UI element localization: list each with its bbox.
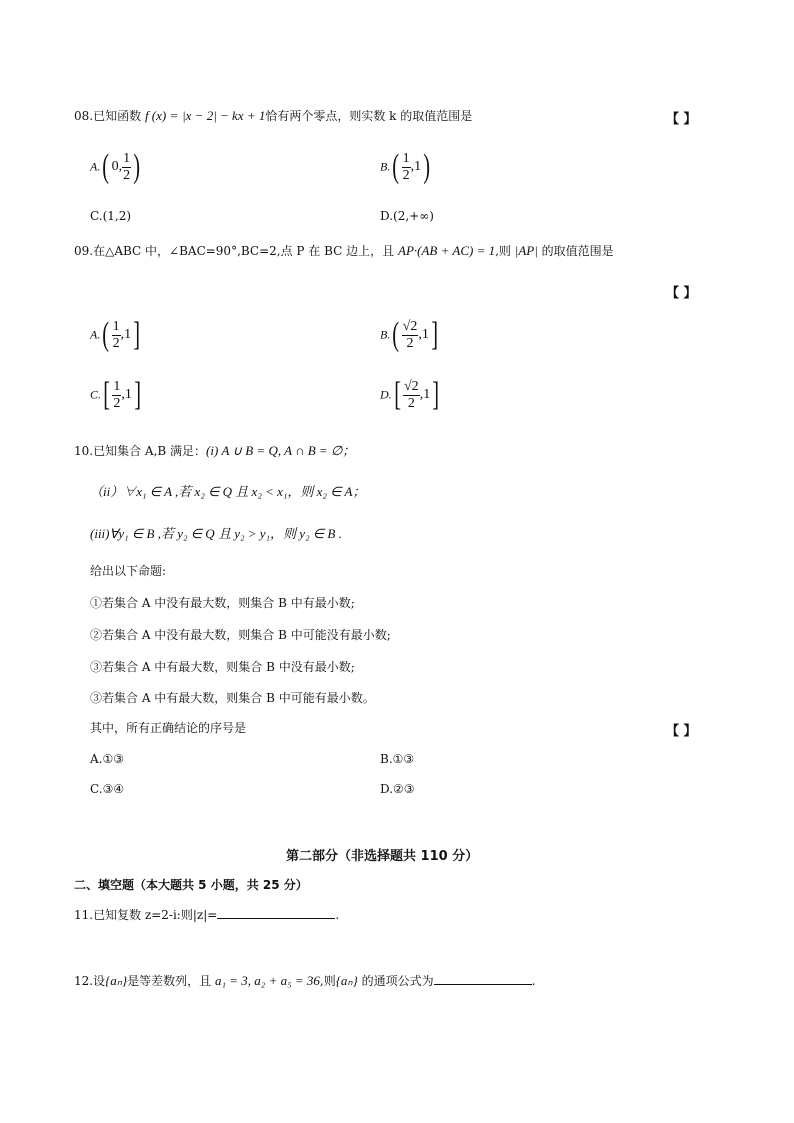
proposition-3: ③若集合 A 中有最大数，则集合 B 中没有最小数; <box>90 660 355 674</box>
option-label: D. <box>380 387 392 402</box>
option-label: A. <box>90 159 101 174</box>
option-right-value: ,1 <box>418 327 429 342</box>
section-fill-in-title: 二、填空题（本大题共 5 小题，共 25 分） <box>74 878 308 892</box>
answer-bracket: 【 】 <box>666 724 697 739</box>
denominator: 2 <box>112 335 120 351</box>
option-b <box>380 318 440 352</box>
question-tail: 恰有两个零点，则实数 k 的取值范围是 <box>265 109 473 123</box>
denominator: 2 <box>113 395 121 411</box>
question-number: 10. <box>74 444 94 458</box>
sequence-condition: a₁ = 3, a₂ + a₅ = 36 <box>215 973 320 988</box>
question-09 <box>74 243 614 259</box>
question-12 <box>74 972 535 989</box>
open-bracket: [ <box>103 376 111 413</box>
proposition-4: ③若集合 A 中有最大数，则集合 B 中可能有最小数。 <box>90 691 375 705</box>
option-right-value: ,1 <box>419 387 431 402</box>
question-number: 09. <box>74 244 94 258</box>
numerator: 1 <box>123 150 131 166</box>
close-bracket: ] <box>432 376 440 413</box>
question-stem: 在△ABC 中，∠BAC=90°,BC=2,点 P 在 BC 边上，且 <box>93 244 395 258</box>
question-tail-pre: ,则 <box>495 244 511 258</box>
question-text: 11.已知复数 z=2-i:则|z|= <box>74 908 218 922</box>
option-a: A.①③ <box>90 752 124 766</box>
option-c: C.(1,2) <box>90 209 132 223</box>
option-label: B. <box>380 327 391 342</box>
numerator: 1 <box>402 150 410 166</box>
option-c <box>90 378 143 412</box>
condition-iii: (iii)∀y₁ ∈ B ,若 y₂ ∈ Q 且 y₂ > y₁，则 y₂ ∈ B . <box>90 526 342 541</box>
option-label: B. <box>380 159 391 174</box>
fraction <box>112 319 121 352</box>
open-paren: ( <box>392 148 400 185</box>
sequence-symbol-2: {aₙ} <box>335 973 358 988</box>
open-paren: ( <box>102 316 110 353</box>
denominator: 2 <box>406 335 414 351</box>
question-11 <box>74 906 339 923</box>
question-mid: 是等差数列，且 <box>127 974 212 988</box>
function-rhs: |x − 2| − kx + 1 <box>182 108 266 123</box>
open-paren: ( <box>102 148 110 185</box>
close-bracket: ] <box>431 316 438 353</box>
answer-bracket: 【 】 <box>666 112 697 127</box>
proposition-2: ②若集合 A 中没有最大数，则集合 B 中可能没有最小数; <box>90 628 391 642</box>
condition-i: (i) A ∪ B = Q, A ∩ B = ∅； <box>206 443 356 458</box>
option-b: B.①③ <box>380 752 415 766</box>
vector-magnitude: |AP| <box>514 243 538 258</box>
option-c: C.③④ <box>90 782 125 796</box>
option-b <box>380 150 433 184</box>
question-end: . <box>531 974 536 988</box>
numerator: 1 <box>113 378 121 394</box>
close-bracket: ] <box>134 376 141 413</box>
function-lhs: f (x) = <box>144 108 179 123</box>
close-paren: ) <box>423 148 431 185</box>
question-tail: 的通项公式为 <box>361 974 434 988</box>
fraction <box>112 379 121 412</box>
question-number: 08. <box>74 109 94 123</box>
question-10 <box>74 443 355 459</box>
question-end: . <box>335 908 340 922</box>
open-bracket: [ <box>393 376 401 413</box>
answer-blank <box>434 972 532 985</box>
fraction <box>402 319 419 352</box>
option-d: D.(2,+∞) <box>380 209 434 223</box>
option-a <box>90 150 143 184</box>
question-post: ,则 <box>319 974 336 988</box>
denominator: 2 <box>407 395 415 411</box>
question-08 <box>74 108 472 124</box>
question-pre: 12.设 <box>74 974 106 988</box>
option-right-value: ,1 <box>410 159 422 174</box>
sequence-symbol: {aₙ} <box>105 973 128 988</box>
answer-bracket: 【 】 <box>666 286 697 301</box>
numerator: √2 <box>402 318 418 334</box>
close-paren: ) <box>133 148 141 185</box>
option-label: A. <box>90 327 101 342</box>
vector-expression: AP·(AB + AC) = 1 <box>398 243 496 258</box>
numerator: 1 <box>112 318 120 334</box>
option-d <box>380 378 442 412</box>
answer-blank <box>217 906 335 919</box>
question-ask: 其中，所有正确结论的序号是 <box>90 721 247 735</box>
open-paren: ( <box>392 316 400 353</box>
part-two-title: 第二部分（非选择题共 110 分） <box>286 849 479 864</box>
question-stem: 已知集合 A,B 满足： <box>93 444 207 458</box>
fraction <box>122 151 131 184</box>
option-left-value: 0, <box>111 159 123 174</box>
proposition-1: ①若集合 A 中没有最大数，则集合 B 中有最小数; <box>90 596 355 610</box>
question-lead: 已知函数 <box>93 109 142 123</box>
condition-ii: （ii）∀x₁ ∈ A ,若 x₂ ∈ Q 且 x₂ < x₁，则 x₂ ∈ A； <box>90 484 366 499</box>
close-bracket: ] <box>133 316 141 353</box>
given-propositions-label: 给出以下命题: <box>90 564 167 578</box>
numerator: √2 <box>404 378 419 394</box>
option-right-value: ,1 <box>120 327 132 342</box>
option-a <box>90 318 143 352</box>
option-d: D.②③ <box>380 782 415 796</box>
option-label: C. <box>90 387 102 402</box>
fraction <box>402 151 411 184</box>
option-right-value: ,1 <box>121 387 132 402</box>
denominator: 2 <box>123 167 131 183</box>
question-tail: 的取值范围是 <box>541 244 614 258</box>
fraction <box>403 379 420 412</box>
denominator: 2 <box>402 167 410 183</box>
